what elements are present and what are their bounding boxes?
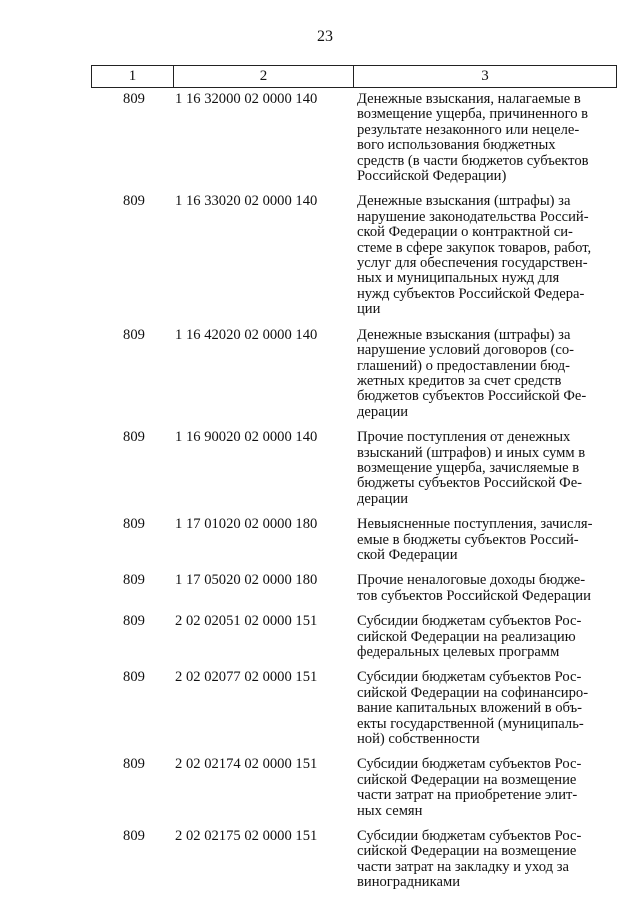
kbk-code: 1 16 33020 02 0000 140 (175, 193, 318, 210)
admin-code: 809 (123, 828, 145, 845)
header-col-2: 2 (174, 66, 354, 87)
income-description: Денежные взыскания (штрафы) за нарушение условий договоров (со- глашений) о предоставлении бюд- жетных кредитов за счет средств бюджетов субъектов Российской Фе- дерации (357, 326, 587, 420)
kbk-code: 2 02 02077 02 0000 151 (175, 669, 318, 686)
kbk-code: 1 17 01020 02 0000 180 (175, 516, 318, 533)
admin-code: 809 (123, 756, 145, 773)
income-description: Субсидии бюджетам субъектов Рос- сийской Федерации на возмещение части затрат на закладку и уход за виноградниками (357, 828, 582, 891)
table-row (91, 614, 617, 660)
kbk-code: 2 02 02174 02 0000 151 (175, 756, 318, 773)
income-description: Денежные взыскания (штрафы) за нарушение законодательства Россий- ской Федерации о контрактной си- стеме в сфере закупок товаров, работ, услуг для обеспечения государствен- ных и муниципальных нужд для нужд субъектов Российской Федера- ции (357, 193, 592, 318)
table-row (91, 757, 617, 819)
income-description: Прочие неналоговые доходы бюдже- тов субъектов Российской Федерации (357, 572, 591, 604)
table-row (91, 328, 617, 420)
table-row (91, 573, 617, 604)
income-description: Субсидии бюджетам субъектов Рос- сийской Федерации на реализацию федеральных целевых программ (357, 613, 582, 660)
admin-code: 809 (123, 669, 145, 686)
admin-code: 809 (123, 613, 145, 630)
admin-code: 809 (123, 572, 145, 589)
kbk-code: 1 16 90020 02 0000 140 (175, 429, 318, 446)
table-row (91, 670, 617, 747)
admin-code: 809 (123, 193, 145, 210)
kbk-code: 2 02 02175 02 0000 151 (175, 828, 318, 845)
admin-code: 809 (123, 516, 145, 533)
income-description: Прочие поступления от денежных взысканий (штрафов) и иных сумм в возмещение ущерба, зачисляемые в бюджеты субъектов Российской Фе- дерации (357, 429, 586, 507)
kbk-code: 2 02 02051 02 0000 151 (175, 613, 318, 630)
table-row (91, 92, 617, 184)
admin-code: 809 (123, 326, 145, 343)
admin-code: 809 (123, 91, 145, 107)
table-row (91, 517, 617, 563)
table-header (91, 65, 617, 88)
header-col-1: 1 (92, 66, 174, 87)
header-col-3: 3 (481, 68, 489, 84)
income-description: Денежные взыскания, налагаемые в возмещение ущерба, причиненного в результате незаконного или нецеле- вого использования бюджетных средств (в части бюджетов субъектов Российской Федерации) (357, 91, 589, 185)
table-row (91, 430, 617, 507)
income-description: Субсидии бюджетам субъектов Рос- сийской Федерации на возмещение части затрат на приобретение элит- ных семян (357, 756, 582, 819)
income-description: Невыясненные поступления, зачисля- емые в бюджеты субъектов Россий- ской Федерации (357, 516, 593, 563)
kbk-code: 1 16 32000 02 0000 140 (175, 91, 318, 107)
table-row (91, 194, 617, 317)
table-row (91, 829, 617, 891)
kbk-code: 1 16 42020 02 0000 140 (175, 326, 318, 343)
income-description: Субсидии бюджетам субъектов Рос- сийской Федерации на софинансиро- вание капитальных вложений в объ- екты государственной (муниципаль- ной) собственности (357, 669, 589, 748)
page-number: 23 (317, 28, 333, 45)
kbk-code: 1 17 05020 02 0000 180 (175, 572, 318, 589)
table-body (91, 88, 617, 901)
admin-code: 809 (123, 429, 145, 446)
